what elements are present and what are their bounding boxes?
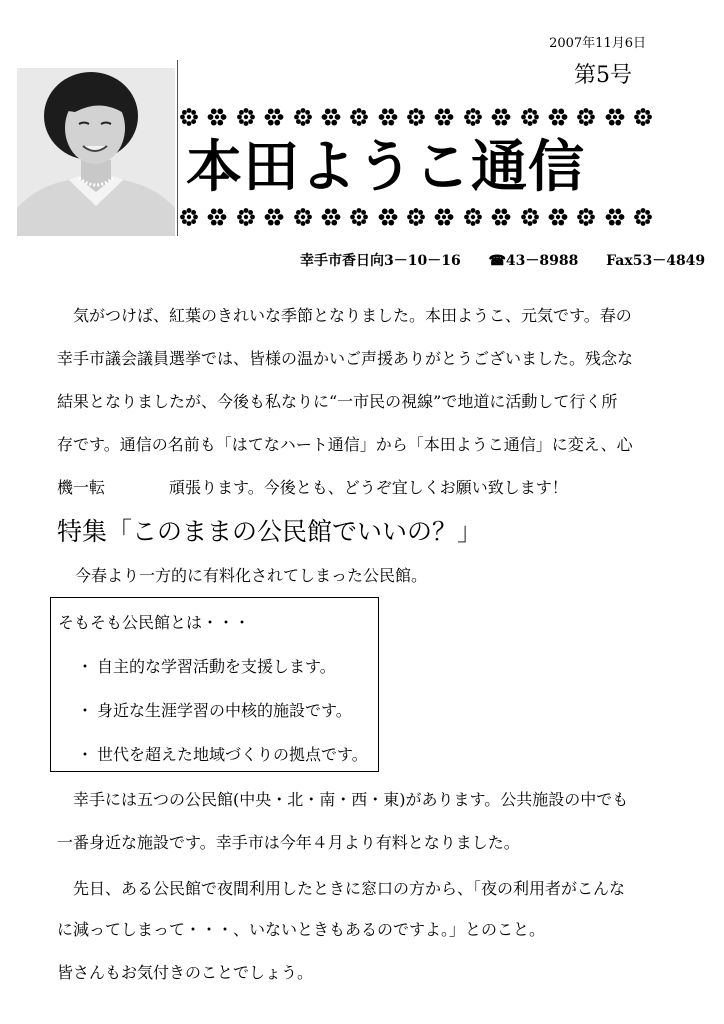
body-line: に減ってしまって・・・、いないときもあるのですよ。」とのこと。 bbox=[57, 920, 546, 939]
contact-tel: 43－8988 bbox=[505, 253, 579, 269]
flower-ornament-icon bbox=[490, 106, 512, 128]
flower-ornament-icon bbox=[320, 106, 342, 128]
flower-ornament-icon bbox=[206, 106, 228, 128]
box-item: ・ 身近な生涯学習の中核的施設です。 bbox=[77, 701, 352, 720]
flower-ornament-icon bbox=[490, 206, 512, 228]
title-decoration-bottom bbox=[178, 204, 654, 230]
flower-ornament-icon bbox=[604, 206, 626, 228]
flower-ornament-icon bbox=[575, 106, 597, 128]
flower-ornament-icon bbox=[462, 206, 484, 228]
flower-ornament-icon bbox=[348, 106, 370, 128]
flower-ornament-icon bbox=[178, 106, 200, 128]
intro-line: 機一転 頑張ります。今後とも、どうぞ宜しくお願い致します！ bbox=[57, 478, 568, 497]
contact-info bbox=[300, 250, 706, 270]
body-line: 皆さんもお気付きのことでしょう。 bbox=[57, 963, 314, 982]
kominkan-definition-box bbox=[50, 597, 379, 772]
flower-ornament-icon bbox=[235, 206, 257, 228]
flower-ornament-icon bbox=[519, 206, 541, 228]
flower-ornament-icon bbox=[405, 106, 427, 128]
telephone-icon: ☎ bbox=[488, 253, 506, 269]
intro-line: 存です。通信の名前も「はてなハート通信」から「本田ようこ通信」に変え、心 bbox=[57, 435, 633, 454]
intro-line: 気がつけば、紅葉のきれいな季節となりました。本田ようこ、元気です。春の bbox=[73, 306, 632, 325]
body-line: 先日、ある公民館で夜間利用したときに窓口の方から、「夜の利用者がこんな bbox=[73, 879, 626, 898]
flower-ornament-icon bbox=[377, 106, 399, 128]
box-item: ・ 世代を超えた地域づくりの拠点です。 bbox=[77, 745, 368, 764]
contact-address: 幸手市香日向3－10－16 bbox=[300, 253, 461, 269]
flower-ornament-icon bbox=[632, 206, 654, 228]
flower-ornament-icon bbox=[235, 106, 257, 128]
flower-ornament-icon bbox=[575, 206, 597, 228]
flower-ornament-icon bbox=[206, 206, 228, 228]
box-title: そもそも公民館とは・・・ bbox=[58, 613, 251, 632]
flower-ornament-icon bbox=[320, 206, 342, 228]
body-line: 幸手には五つの公民館(中央・北・南・西・東)があります。公共施設の中でも bbox=[73, 790, 629, 809]
flower-ornament-icon bbox=[519, 106, 541, 128]
intro-line: 幸手市議会議員選挙では、皆様の温かいご声援ありがとうございました。残念な bbox=[57, 349, 634, 368]
title-decoration-top bbox=[178, 104, 654, 130]
newsletter-title: 本田ようこ通信 bbox=[186, 135, 585, 200]
flower-ornament-icon bbox=[263, 106, 285, 128]
body-line: 一番身近な施設です。幸手市は今年４月より有料となりました。 bbox=[57, 833, 520, 852]
feature-heading: 特集「このままの公民館でいいの？」 bbox=[57, 517, 483, 546]
flower-ornament-icon bbox=[433, 206, 455, 228]
flower-ornament-icon bbox=[604, 106, 626, 128]
flower-ornament-icon bbox=[433, 106, 455, 128]
intro-line: 結果となりましたが、今後も私なりに“一市民の視線”で地道に活動して行く所 bbox=[57, 392, 618, 411]
author-photo bbox=[17, 68, 175, 236]
box-item: ・ 自主的な学習活動を支援します。 bbox=[77, 657, 336, 676]
flower-ornament-icon bbox=[292, 106, 314, 128]
flower-ornament-icon bbox=[632, 106, 654, 128]
flower-ornament-icon bbox=[405, 206, 427, 228]
intro-paragraph bbox=[57, 294, 669, 509]
flower-ornament-icon bbox=[547, 206, 569, 228]
flower-ornament-icon bbox=[547, 106, 569, 128]
feature-lead: 今春より一方的に有料化されてしまった公民館。 bbox=[75, 566, 428, 585]
flower-ornament-icon bbox=[348, 206, 370, 228]
contact-fax: Fax53－4849 bbox=[606, 253, 706, 269]
flower-ornament-icon bbox=[462, 106, 484, 128]
flower-ornament-icon bbox=[263, 206, 285, 228]
issue-date: 2007年11月6日 bbox=[549, 36, 646, 51]
flower-ornament-icon bbox=[178, 206, 200, 228]
flower-ornament-icon bbox=[292, 206, 314, 228]
flower-ornament-icon bbox=[377, 206, 399, 228]
issue-number: 第5号 bbox=[574, 63, 632, 88]
